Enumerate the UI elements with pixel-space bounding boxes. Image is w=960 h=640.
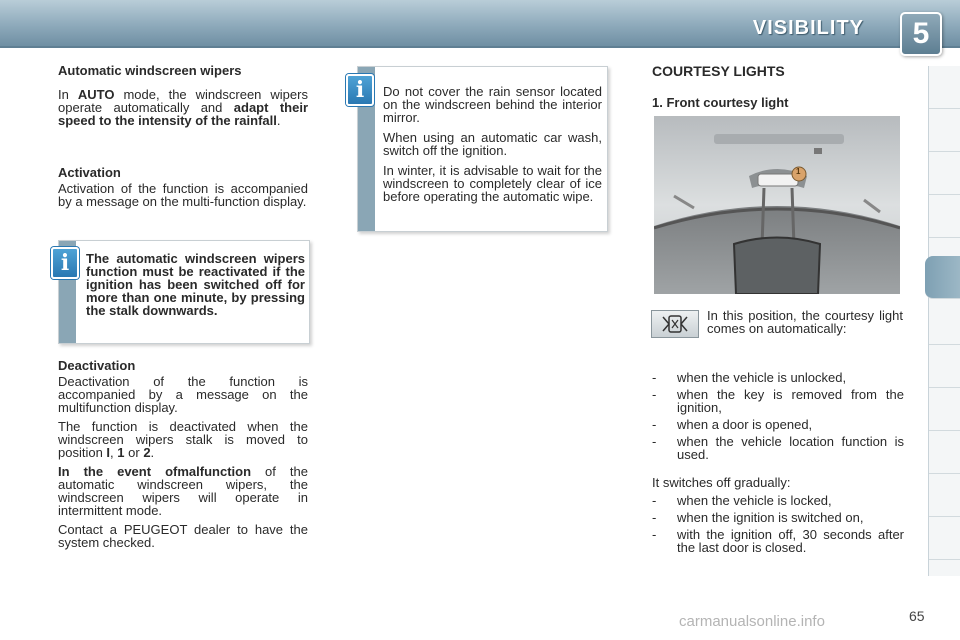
header-divider	[0, 46, 960, 48]
chapter-tab[interactable]	[929, 152, 960, 195]
courtesy-switch-icon	[651, 310, 699, 338]
positions-text: The function is deactivated when the windscreen wipers stalk is moved to position	[58, 419, 308, 460]
chapter-tab[interactable]	[929, 66, 960, 109]
activation-heading: Activation	[58, 165, 121, 180]
chapter-tab[interactable]	[929, 431, 960, 474]
positions-text: .	[150, 445, 155, 460]
rain-sensor-info-box	[357, 66, 608, 232]
info-icon: i	[346, 74, 374, 106]
list-item	[652, 511, 904, 524]
intro-bold-text: adapt their speed to the intensity of the rainfall	[58, 100, 308, 128]
deactivation-section	[58, 359, 308, 555]
activation-section	[58, 166, 308, 214]
bullet-dash: -	[652, 434, 657, 449]
bullet-dash: -	[652, 370, 657, 385]
bullet-dash: -	[652, 527, 657, 542]
list-item	[652, 418, 904, 431]
chapter-number-badge: 5	[900, 12, 942, 56]
deactivation-positions	[58, 420, 308, 459]
list-item-text: when a door is opened,	[677, 417, 813, 432]
position-label: 2	[143, 445, 151, 460]
list-item-text: when the ignition is switched on,	[677, 510, 864, 525]
courtesy-off-section	[652, 476, 904, 558]
winter-note: In winter, it is advisable to wait for the windscreen to completely clear of ice before operating the automatic wipe.	[383, 163, 602, 204]
info-icon: i	[51, 247, 79, 279]
deactivation-heading: Deactivation	[58, 358, 136, 373]
intro-text: In	[58, 87, 78, 102]
chapter-tab[interactable]	[929, 388, 960, 431]
watermark: carmanualsonline.info	[679, 613, 825, 630]
chapter-tab[interactable]	[929, 195, 960, 238]
chapter-tab[interactable]	[929, 302, 960, 345]
intro-text: .	[276, 113, 281, 128]
list-item-text: when the vehicle is unlocked,	[677, 370, 847, 385]
wipers-title: Automatic windscreen wipers	[58, 63, 242, 78]
deactivation-text: Deactivation of the function is accompanied by a message on the multifunction display.	[58, 374, 308, 415]
bullet-dash: -	[652, 417, 657, 432]
malfunction-text	[58, 465, 308, 517]
rain-sensor-note: Do not cover the rain sensor located on the windscreen behind the interior mirror.	[383, 84, 602, 125]
courtesy-lights-title: COURTESY LIGHTS	[652, 63, 785, 79]
malfunction-bold: In the event ofmalfunction	[58, 464, 252, 479]
activation-text: Activation of the function is accompanied by a message on the multi-function display.	[58, 181, 308, 209]
chapter-tab-active[interactable]	[925, 256, 960, 299]
list-item	[652, 388, 904, 414]
page-number: 65	[909, 608, 925, 624]
front-courtesy-subtitle: 1. Front courtesy light	[652, 95, 789, 110]
position-description: In this position, the courtesy light comes on automatically:	[707, 308, 903, 336]
positions-text: or	[124, 445, 144, 460]
courtesy-on-list	[652, 371, 904, 465]
chapter-title: VISIBILITY	[752, 17, 864, 39]
chapter-tab[interactable]	[929, 109, 960, 152]
list-item	[652, 494, 904, 507]
wipers-intro	[58, 88, 308, 133]
dealer-contact-text: Contact a PEUGEOT dealer to have the system checked.	[58, 522, 308, 550]
courtesy-light-illustration	[654, 116, 900, 294]
positions-text: ,	[110, 445, 118, 460]
wipers-info-box	[58, 240, 310, 344]
bullet-dash: -	[652, 493, 657, 508]
list-item-text: with the ignition off, 30 seconds after the last door is closed.	[677, 527, 904, 555]
photo-callout-number: 1	[796, 167, 801, 176]
auto-keyword: AUTO	[77, 87, 115, 102]
chapter-tab[interactable]	[929, 345, 960, 388]
list-item-text: when the key is removed from the ignition,	[677, 387, 904, 415]
light-switch-icon	[652, 311, 698, 337]
bullet-dash: -	[652, 510, 657, 525]
rain-sensor-notes	[383, 85, 602, 210]
car-wash-note: When using an automatic car wash, switch off the ignition.	[383, 130, 602, 158]
list-item-text: when the vehicle is locked,	[677, 493, 832, 508]
intro-text: mode, the windscreen wipers operate automatically and	[58, 87, 308, 115]
chapter-tabs	[928, 66, 960, 576]
chapter-tab[interactable]	[929, 517, 960, 560]
chapter-tab[interactable]	[929, 474, 960, 517]
position-label: 1	[117, 445, 125, 460]
courtesy-light-photo	[654, 116, 900, 294]
list-item	[652, 435, 904, 461]
bullet-dash: -	[652, 387, 657, 402]
position-label: I	[106, 445, 111, 460]
malfunction-detail: of the automatic windscreen wipers, the windscreen wipers will operate in intermittent mode.	[58, 464, 308, 518]
list-item-text: when the vehicle location function is used.	[677, 434, 904, 462]
list-item	[652, 528, 904, 554]
list-item	[652, 371, 904, 384]
switch-off-intro: It switches off gradually:	[652, 475, 791, 490]
reactivation-note: The automatic windscreen wipers function must be reactivated if the ignition has been switched off for more than one minute, by pressing the stalk downwards.	[86, 251, 305, 318]
